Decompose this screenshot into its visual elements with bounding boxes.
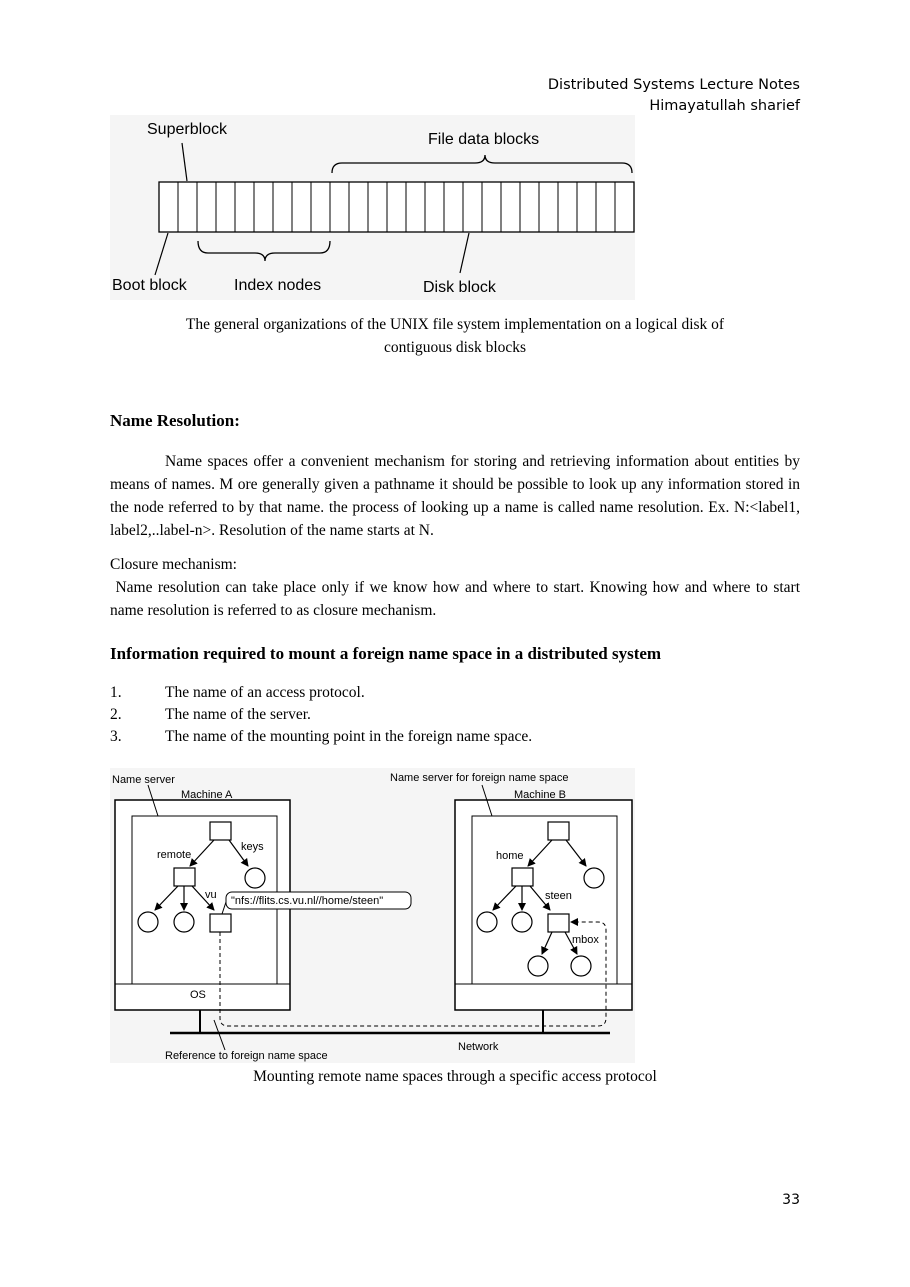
figure2-caption xyxy=(110,1065,800,1088)
name-resolution-paragraph xyxy=(110,450,800,542)
section-heading-name-resolution: Name Resolution: xyxy=(110,411,240,430)
node-remote xyxy=(174,868,195,886)
node-root-a xyxy=(210,822,231,840)
disk-blocks-strip xyxy=(159,182,634,232)
index-nodes-label: Index nodes xyxy=(234,277,322,294)
section-heading-mount-info: Information required to mount a foreign name space in a distributed system xyxy=(110,644,662,663)
vu-label: vu xyxy=(205,889,217,901)
closure-mechanism-text: Name resolution can take place only if we know how and where to start. Knowing how and where to start name resolution is referred to as closure mechanism. xyxy=(110,579,804,619)
foreign-name-server-label: Name server for foreign name space xyxy=(390,772,569,784)
mount-figure xyxy=(110,768,635,1063)
machine-b-box xyxy=(455,800,632,1010)
figure1-caption-line1: The general organizations of the UNIX file system implementation on a logical disk of xyxy=(185,316,725,333)
node-root-b xyxy=(548,822,569,840)
header-course-title: Distributed Systems Lecture Notes xyxy=(547,77,800,93)
page-number: 33 xyxy=(782,1192,800,1208)
list-item: 2. The name of the server. xyxy=(110,706,311,723)
closure-mechanism-block xyxy=(110,553,804,622)
list-item: 3. The name of the mounting point in the foreign name space. xyxy=(110,728,533,745)
header-author: Himayatullah sharief xyxy=(649,98,800,114)
list-item: 1. The name of an access protocol. xyxy=(110,684,365,701)
mbox-label: mbox xyxy=(572,934,599,946)
superblock-label: Superblock xyxy=(147,121,228,138)
home-label: home xyxy=(496,850,524,862)
name-resolution-text: Name spaces offer a convenient mechanism for storing and retrieving information about entities by means of names. M ore generally given a pathname it should be possible to look up any information stored in the node referred to by that name. the process of looking up a name is called name resolution. Ex. N:<label1, label2,..label-n>. Resolution of the name starts at N. xyxy=(110,453,800,539)
node-vu xyxy=(210,914,231,932)
remote-label: remote xyxy=(157,849,192,861)
disk-block-label: Disk block xyxy=(423,279,496,296)
reference-label: Reference to foreign name space xyxy=(165,1050,328,1062)
node-mbox-child xyxy=(528,956,548,976)
network-label: Network xyxy=(458,1041,499,1053)
machine-b-label: Machine B xyxy=(514,789,566,801)
disk-strip-outline xyxy=(159,182,634,232)
running-header xyxy=(548,75,800,117)
node-steen xyxy=(548,914,569,932)
node-home xyxy=(512,868,533,886)
figure2-caption-text: Mounting remote name spaces through a specific access protocol xyxy=(253,1068,657,1085)
unix-fs-figure xyxy=(110,115,635,300)
steen-label: steen xyxy=(545,890,572,902)
boot-block-label: Boot block xyxy=(112,277,187,294)
figure1-caption xyxy=(110,313,800,359)
node-keys xyxy=(245,868,265,888)
closure-mechanism-title: Closure mechanism: xyxy=(110,556,237,573)
file-data-blocks-label: File data blocks xyxy=(428,131,540,148)
name-server-label: Name server xyxy=(112,774,175,786)
machine-a-label: Machine A xyxy=(181,789,233,801)
os-label: OS xyxy=(190,989,206,1001)
nfs-path-label: "nfs://flits.cs.vu.nl//home/steen" xyxy=(231,895,384,907)
mount-info-list xyxy=(110,682,800,748)
figure1-caption-line2: contiguous disk blocks xyxy=(383,339,527,356)
keys-label: keys xyxy=(241,841,264,853)
